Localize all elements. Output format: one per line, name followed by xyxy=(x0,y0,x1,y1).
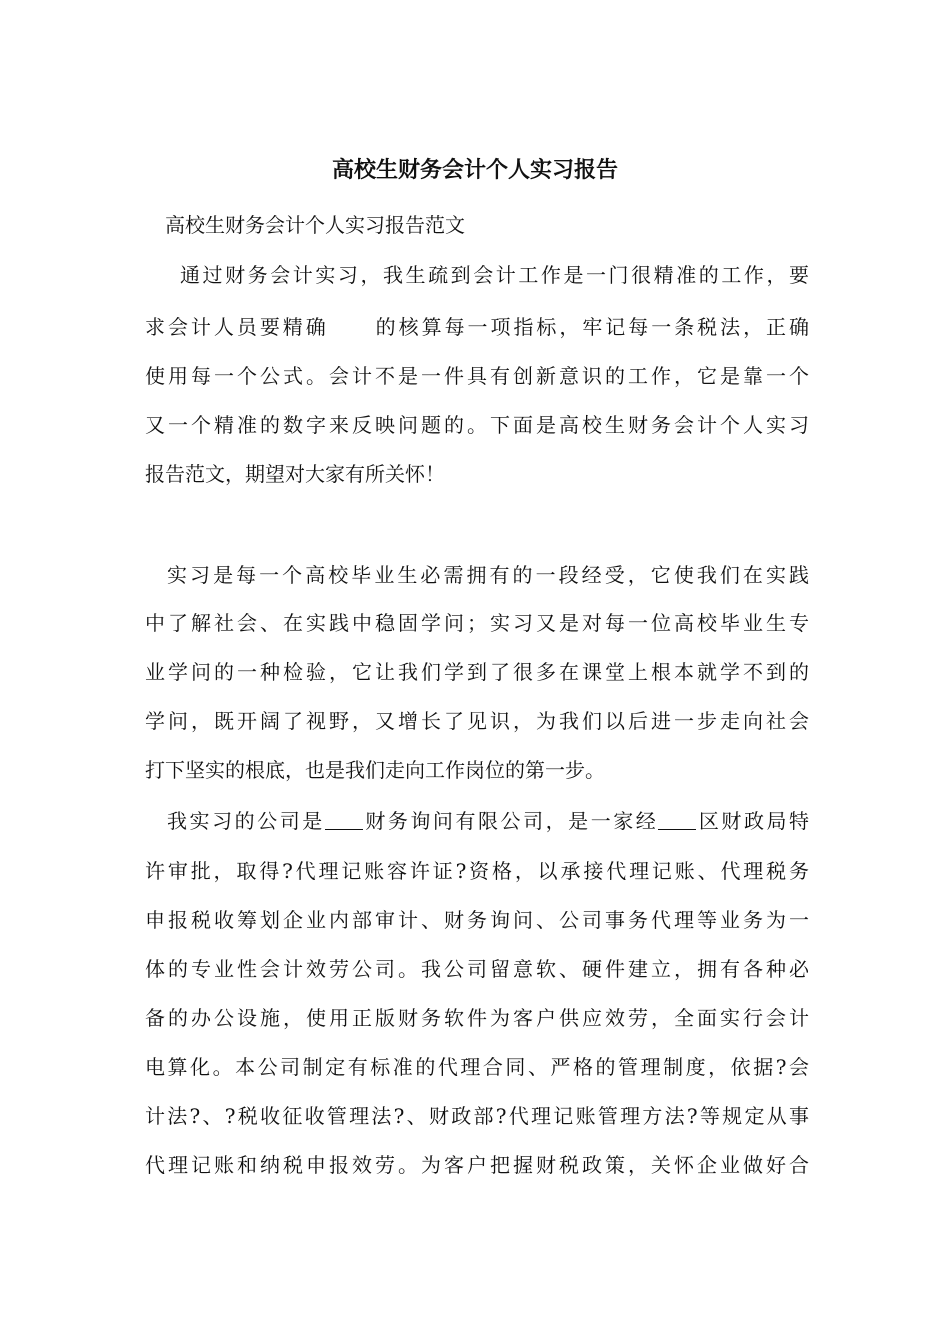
intro-line-3: 使用每一个公式。会计不是一件具有创新意识的工作，它是靠一个 xyxy=(145,364,809,388)
intro-line-5: 报告范文，期望对大家有所关怀！ xyxy=(145,462,445,486)
fill-in-blank xyxy=(658,809,696,830)
para1-line-4: 学问，既开阔了视野，又增长了见识，为我们以后进一步走向社会 xyxy=(145,709,809,733)
para2-line-2: 许审批，取得?代理记账容许证?资格，以承接代理记账、代理税务 xyxy=(145,859,809,883)
para1-line-2: 中了解社会、在实践中稳固学问；实习又是对每一位高校毕业生专 xyxy=(145,611,809,635)
para2-line-1 xyxy=(167,806,809,836)
document-title: 高校生财务会计个人实习报告 xyxy=(331,157,618,183)
para2-line-8: 代理记账和纳税申报效劳。为客户把握财税政策，关怀企业做好合 xyxy=(145,1153,809,1177)
para2-line-7: 计法?、?税收征收管理法?、财政部?代理记账管理方法?等规定从事 xyxy=(145,1104,809,1128)
intro-line-2-part-a: 求会计人员要精确 xyxy=(145,315,329,339)
para2-line-6: 电算化。本公司制定有标准的代理合同、严格的管理制度，依据?会 xyxy=(145,1055,809,1079)
para2-line-3: 申报税收筹划企业内部审计、财务询问、公司事务代理等业务为一 xyxy=(145,908,809,932)
para1-line-5: 打下坚实的根底，也是我们走向工作岗位的第一步。 xyxy=(145,758,605,782)
para2-line-5: 备的办公设施，使用正版财务软件为客户供应效劳，全面实行会计 xyxy=(145,1006,809,1030)
fill-in-blank xyxy=(325,809,363,830)
para2-line-1-part-a: 我实习的公司是 xyxy=(167,809,325,833)
para1-line-1: 实习是每一个高校毕业生必需拥有的一段经受，它使我们在实践 xyxy=(167,563,809,587)
para2-line-1-part-c: 区财政局特 xyxy=(696,809,809,833)
intro-line-4: 又一个精准的数字来反映问题的。下面是高校生财务会计个人实习 xyxy=(145,413,809,437)
para2-line-1-part-b: 财务询问有限公司，是一家经 xyxy=(362,809,659,833)
para2-line-4: 体的专业性会计效劳公司。我公司留意软、硬件建立，拥有各种必 xyxy=(145,957,809,981)
para1-line-3: 业学问的一种检验，它让我们学到了很多在课堂上根本就学不到的 xyxy=(145,660,809,684)
intro-line-2-part-b: 的核算每一项指标，牢记每一条税法，正确 xyxy=(372,315,809,339)
intro-line-2 xyxy=(145,312,809,342)
document-subtitle: 高校生财务会计个人实习报告范文 xyxy=(165,213,465,237)
intro-line-1: 通过财务会计实习，我生疏到会计工作是一门很精准的工作，要 xyxy=(180,263,809,287)
